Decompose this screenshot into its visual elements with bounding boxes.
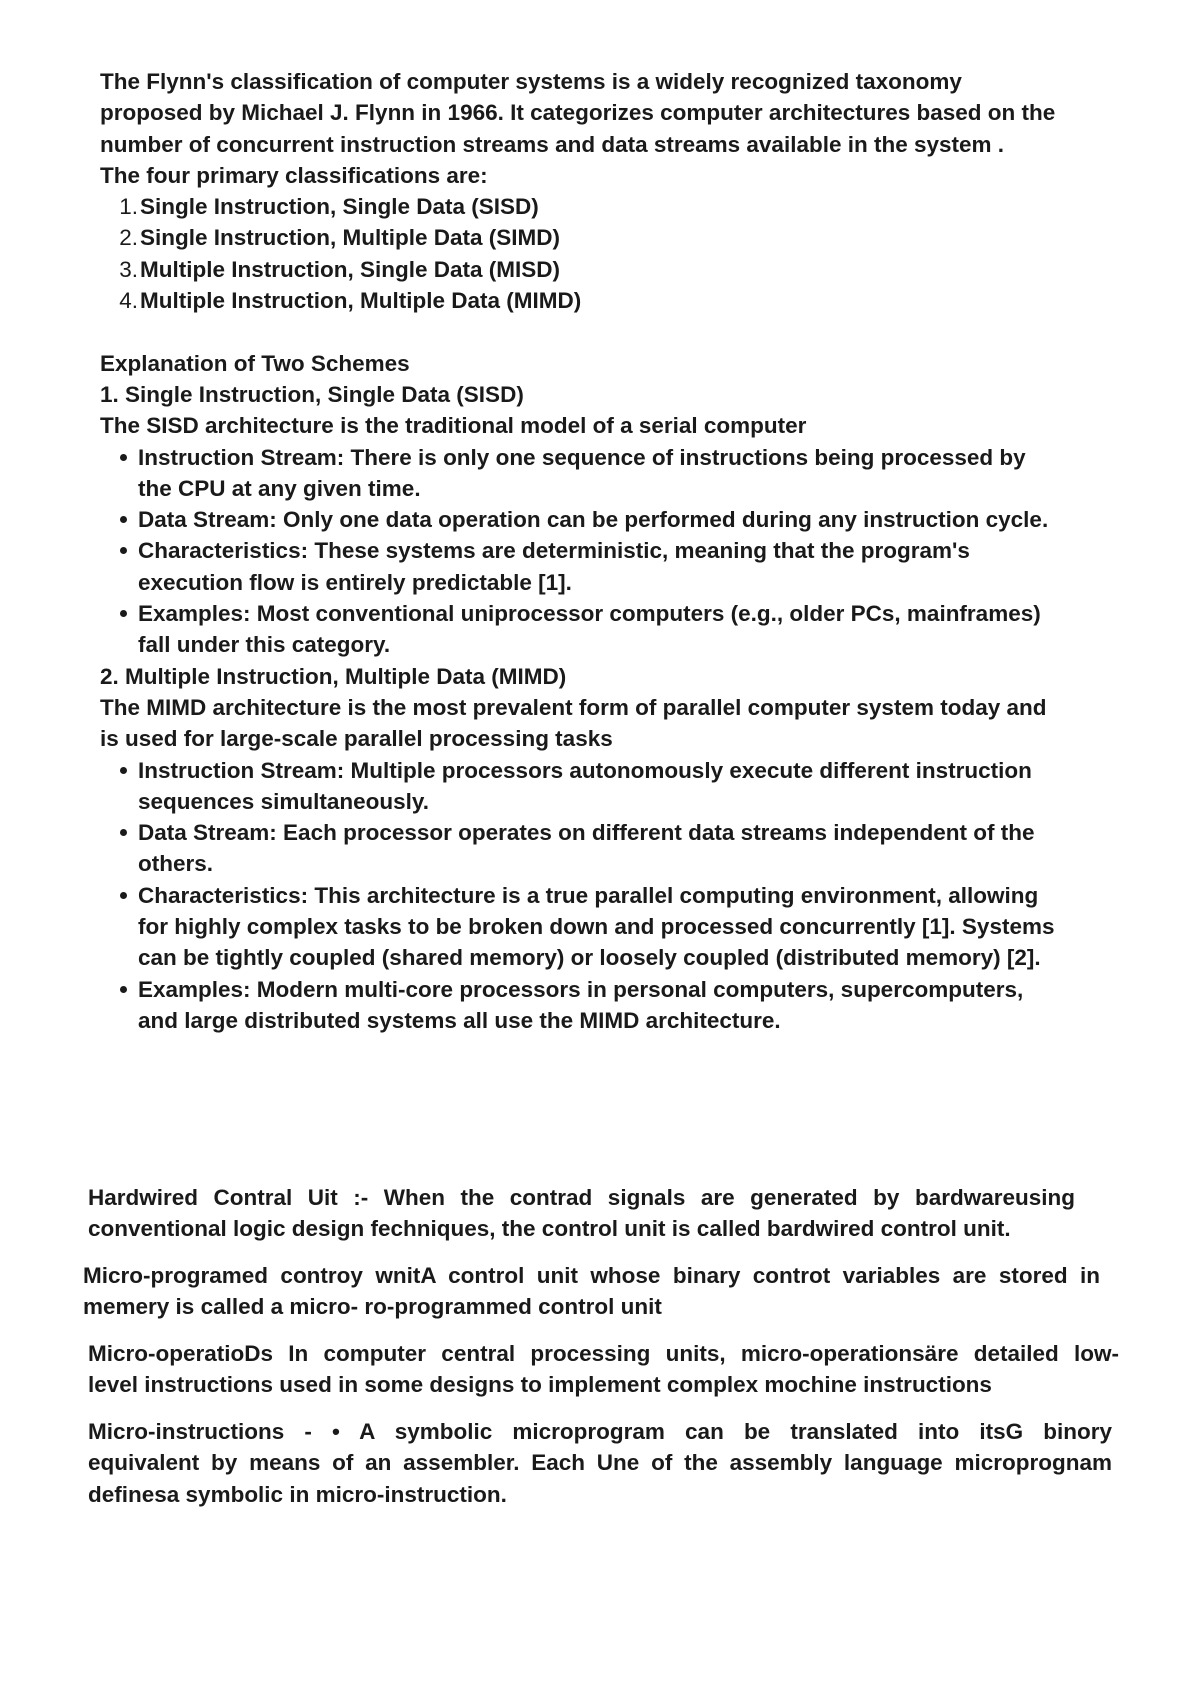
- list-item: [100, 254, 1110, 285]
- classification-list: [100, 191, 1110, 316]
- list-item: [100, 755, 1110, 818]
- list-item: [100, 598, 1110, 661]
- definition-line: Micro-instructions - • A symbolic microprogram can be translated into itsG binory: [88, 1419, 1112, 1444]
- bullet-line: Examples: Modern multi-core processors in personal computers, supercomputers,: [138, 976, 1024, 1002]
- bullet-line: sequences simultaneously.: [138, 788, 429, 814]
- mimd-title: 2. Multiple Instruction, Multiple Data (MIMD): [100, 663, 567, 689]
- definition-line: Micro-operatioDs In computer central processing units, micro-operationsäre detailed low-: [88, 1341, 1119, 1366]
- intro-line: The four primary classifications are:: [100, 162, 488, 188]
- list-number: 2.: [119, 225, 138, 251]
- bullet-line: others.: [138, 851, 214, 877]
- definition-line: conventional logic design fechniques, the control unit is called bardwired control unit.: [88, 1216, 1011, 1242]
- list-item: [100, 285, 1110, 316]
- list-item: [100, 191, 1110, 222]
- spacer: [100, 316, 1110, 347]
- bullet-line: Data Stream: Only one data operation can be performed during any instruction cycle.: [138, 507, 1049, 533]
- list-item: [100, 817, 1110, 880]
- mimd-bullet-list: [100, 755, 1110, 1037]
- bullet-line: Data Stream: Each processor operates on different data streams independent of the: [138, 820, 1035, 846]
- bullet-line: for highly complex tasks to be broken down and processed concurrently [1]. Systems: [138, 914, 1055, 940]
- definition-line: definesa symbolic in micro-instruction.: [88, 1481, 507, 1507]
- list-item: [100, 222, 1110, 253]
- sisd-bullet-list: [100, 442, 1110, 661]
- flynn-section: [100, 66, 1110, 1036]
- mimd-intro: is used for large-scale parallel processing tasks: [100, 726, 613, 752]
- intro-line: proposed by Michael J. Flynn in 1966. It categorizes computer architectures based on the: [100, 100, 1056, 126]
- list-item-text: Multiple Instruction, Multiple Data (MIMD): [140, 288, 582, 314]
- list-number: 4.: [119, 288, 138, 314]
- definition-line: memery is called a micro- ro-programmed control unit: [83, 1294, 662, 1320]
- definition-line: Micro-programed controy wnitA control unit whose binary controt variables are stored in: [83, 1263, 1100, 1288]
- bullet-line: Instruction Stream: Multiple processors autonomously execute different instruction: [138, 757, 1032, 783]
- definition-line: equivalent by means of an assembler. Each Une of the assembly language microprognam: [88, 1450, 1112, 1476]
- definition-hardwired: [88, 1182, 1075, 1245]
- list-item-text: Single Instruction, Multiple Data (SIMD): [140, 225, 561, 251]
- definition-microoperations: [88, 1338, 1119, 1401]
- definition-microprogrammed: [83, 1260, 1100, 1323]
- bullet-line: the CPU at any given time.: [138, 475, 421, 501]
- bullet-line: can be tightly coupled (shared memory) or loosely coupled (distributed memory) [2].: [138, 945, 1041, 971]
- sisd-title: 1. Single Instruction, Single Data (SISD): [100, 381, 524, 407]
- list-item-text: Single Instruction, Single Data (SISD): [140, 194, 539, 220]
- bullet-line: Characteristics: This architecture is a true parallel computing environment, allowing: [138, 882, 1039, 908]
- sisd-intro: The SISD architecture is the traditional model of a serial computer: [100, 413, 807, 439]
- list-item: [100, 535, 1110, 598]
- list-item: [100, 442, 1110, 505]
- bullet-line: Examples: Most conventional uniprocessor computers (e.g., older PCs, mainframes): [138, 601, 1041, 627]
- bullet-line: fall under this category.: [138, 632, 391, 658]
- definition-microinstructions: [88, 1416, 1112, 1510]
- list-item: [100, 974, 1110, 1037]
- bullet-line: execution flow is entirely predictable [1].: [138, 569, 572, 595]
- list-item-text: Multiple Instruction, Single Data (MISD): [140, 256, 561, 282]
- list-number: 1.: [119, 194, 138, 220]
- intro-line: The Flynn's classification of computer systems is a widely recognized taxonomy: [100, 69, 962, 94]
- intro-line: number of concurrent instruction streams and data streams available in the system .: [100, 131, 1005, 157]
- list-number: 3.: [119, 256, 138, 282]
- mimd-intro: The MIMD architecture is the most prevalent form of parallel computer system today and: [100, 694, 1047, 720]
- section-heading: Explanation of Two Schemes: [100, 350, 410, 376]
- definition-line: level instructions used in some designs to implement complex mochine instructions: [88, 1372, 992, 1398]
- list-item: [100, 504, 1110, 535]
- bullet-line: Instruction Stream: There is only one sequence of instructions being processed by: [138, 444, 1026, 470]
- bullet-line: and large distributed systems all use the MIMD architecture.: [138, 1007, 781, 1033]
- bullet-line: Characteristics: These systems are deterministic, meaning that the program's: [138, 538, 970, 564]
- definition-line: Hardwired Contral Uit :- When the contrad signals are generated by bardwareusing: [88, 1185, 1075, 1210]
- list-item: [100, 880, 1110, 974]
